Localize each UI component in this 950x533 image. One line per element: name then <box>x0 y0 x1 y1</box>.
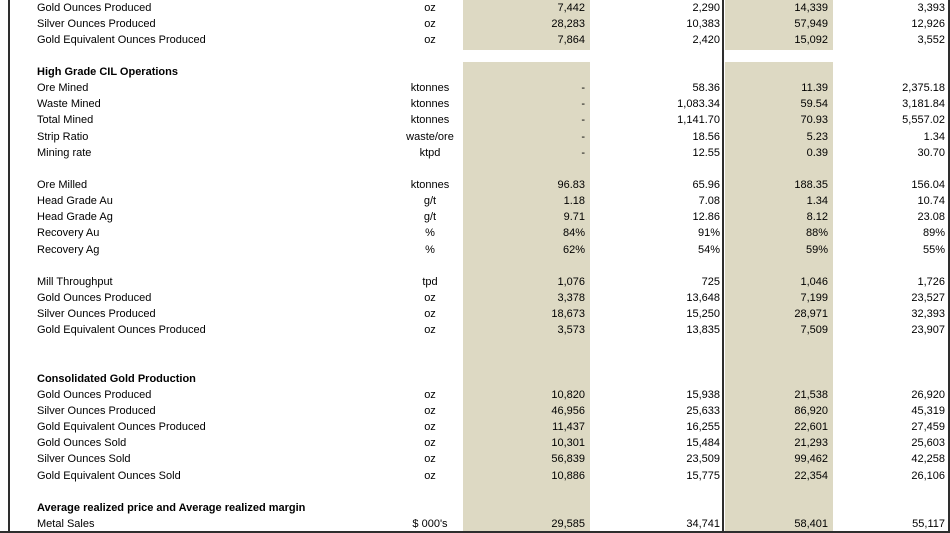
row-label: Mill Throughput <box>37 275 113 288</box>
value-cell: 86,920 <box>794 405 828 418</box>
value-cell: 89% <box>922 227 945 240</box>
unit-label: % <box>425 227 435 240</box>
spacer-row <box>0 48 950 64</box>
table-row <box>0 387 950 403</box>
unit-label: % <box>425 243 435 256</box>
unit-label: oz <box>424 405 436 418</box>
table-row <box>0 16 950 32</box>
unit-label: g/t <box>423 211 437 224</box>
value-cell: 7,442 <box>557 1 585 14</box>
table-row <box>0 113 950 129</box>
row-label: Gold Equivalent Ounces Produced <box>37 421 206 434</box>
row-label: Silver Ounces Produced <box>37 308 156 321</box>
value-cell: 65.96 <box>692 179 720 192</box>
value-cell: 15,092 <box>794 33 828 46</box>
table-row <box>0 32 950 48</box>
value-cell: 88% <box>805 227 828 240</box>
table-row <box>0 97 950 113</box>
row-label: Gold Ounces Produced <box>37 388 152 401</box>
row-label: Recovery Ag <box>37 243 100 256</box>
row-label: Gold Ounces Sold <box>37 437 127 450</box>
table-row <box>0 452 950 468</box>
row-label: Gold Ounces Produced <box>37 1 152 14</box>
table-row <box>0 178 950 194</box>
spacer-row <box>0 484 950 500</box>
value-cell: 30.70 <box>917 146 945 159</box>
value-cell: 28,283 <box>551 17 585 30</box>
value-cell: 99,462 <box>794 453 828 466</box>
value-cell: 21,293 <box>794 437 828 450</box>
value-cell: 91% <box>697 227 720 240</box>
value-cell: 21,538 <box>794 388 828 401</box>
value-cell: - <box>581 98 585 111</box>
value-cell: 3,393 <box>917 1 945 14</box>
value-cell: 8.12 <box>806 211 828 224</box>
table-row <box>0 468 950 484</box>
value-cell: 57,949 <box>794 17 828 30</box>
unit-label: ktonnes <box>410 98 450 111</box>
value-cell: 26,106 <box>911 469 945 482</box>
value-cell: 46,956 <box>551 405 585 418</box>
value-cell: 59.54 <box>800 98 828 111</box>
unit-label: g/t <box>423 195 437 208</box>
value-cell: 1.18 <box>563 195 585 208</box>
value-cell: 7,509 <box>800 324 828 337</box>
row-label: Silver Ounces Produced <box>37 17 156 30</box>
table-row <box>0 323 950 339</box>
value-cell: 2,290 <box>692 1 720 14</box>
unit-label: ktonnes <box>410 179 450 192</box>
value-cell: 55,117 <box>912 518 945 530</box>
value-cell: 11.39 <box>801 82 828 95</box>
value-cell: 3,573 <box>557 324 585 337</box>
table-row <box>0 404 950 420</box>
value-cell: 32,393 <box>911 308 945 321</box>
section-header-row <box>0 371 950 387</box>
section-header-label: Average realized price and Average realized margin <box>37 501 306 514</box>
value-cell: 23,527 <box>911 292 945 305</box>
value-cell: 25,603 <box>911 437 945 450</box>
unit-label: ktonnes <box>410 114 450 127</box>
value-cell: 13,648 <box>686 292 720 305</box>
value-cell: 15,484 <box>686 437 720 450</box>
value-cell: 15,775 <box>686 469 720 482</box>
unit-label: $ 000's <box>412 518 448 530</box>
unit-label: ktpd <box>419 146 441 159</box>
value-cell: 1,046 <box>800 275 828 288</box>
value-cell: 2,375.18 <box>902 82 945 95</box>
table-row <box>0 420 950 436</box>
value-cell: 23,907 <box>911 324 945 337</box>
value-cell: 12.55 <box>692 146 720 159</box>
value-cell: 2,420 <box>692 33 720 46</box>
table-row <box>0 436 950 452</box>
value-cell: 12,926 <box>911 17 945 30</box>
value-cell: 9.71 <box>563 211 585 224</box>
unit-label: ktonnes <box>410 82 450 95</box>
row-label: Gold Equivalent Ounces Produced <box>37 324 206 337</box>
unit-label: oz <box>424 1 436 14</box>
section-header-label: Consolidated Gold Production <box>37 372 196 385</box>
value-cell: - <box>581 130 585 143</box>
table-row <box>0 242 950 258</box>
spacer-row <box>0 355 950 371</box>
value-cell: 1.34 <box>806 195 828 208</box>
value-cell: 22,601 <box>794 421 828 434</box>
section-header-label: High Grade CIL Operations <box>37 66 178 79</box>
value-cell: 7,864 <box>557 33 585 46</box>
row-label: Gold Ounces Produced <box>37 292 152 305</box>
unit-label: oz <box>424 17 436 30</box>
row-label: Waste Mined <box>37 98 101 111</box>
value-cell: 11,437 <box>552 421 585 434</box>
section-header-row <box>0 65 950 81</box>
table-row <box>0 274 950 290</box>
value-cell: 18,673 <box>551 308 585 321</box>
value-cell: 3,181.84 <box>902 98 945 111</box>
value-cell: 156.04 <box>911 179 945 192</box>
value-cell: 59% <box>805 243 828 256</box>
unit-label: tpd <box>422 275 438 288</box>
value-cell: 54% <box>697 243 720 256</box>
row-label: Recovery Au <box>37 227 100 240</box>
unit-label: waste/ore <box>406 130 454 143</box>
table-row <box>0 0 950 16</box>
value-cell: 15,938 <box>686 388 720 401</box>
value-cell: 25,633 <box>686 405 720 418</box>
value-cell: 1,141.70 <box>677 114 720 127</box>
row-label: Head Grade Au <box>37 195 113 208</box>
value-cell: 23.08 <box>917 211 945 224</box>
section-header-row <box>0 500 950 516</box>
value-cell: 1,076 <box>557 275 585 288</box>
unit-label: oz <box>424 469 436 482</box>
value-cell: 28,971 <box>794 308 828 321</box>
value-cell: 29,585 <box>551 518 585 530</box>
spacer-row <box>0 161 950 177</box>
value-cell: 23,509 <box>686 453 720 466</box>
value-cell: - <box>581 114 585 127</box>
row-label: Silver Ounces Sold <box>37 453 131 466</box>
value-cell: 42,258 <box>911 453 945 466</box>
value-cell: 27,459 <box>911 421 945 434</box>
value-cell: 5,557.02 <box>902 114 945 127</box>
table-row <box>0 210 950 226</box>
value-cell: 15,250 <box>686 308 720 321</box>
value-cell: 84% <box>562 227 585 240</box>
table-row <box>0 307 950 323</box>
value-cell: 96.83 <box>557 179 585 192</box>
value-cell: 22,354 <box>794 469 828 482</box>
value-cell: 725 <box>701 275 720 288</box>
value-cell: 58,401 <box>794 518 828 530</box>
unit-label: oz <box>424 421 436 434</box>
value-cell: 13,835 <box>686 324 720 337</box>
unit-label: oz <box>424 33 436 46</box>
value-cell: - <box>581 82 585 95</box>
value-cell: 26,920 <box>911 388 945 401</box>
value-cell: 3,378 <box>557 292 585 305</box>
table-row <box>0 81 950 97</box>
value-cell: 188.35 <box>794 179 828 192</box>
unit-label: oz <box>424 388 436 401</box>
value-cell: 1,083.34 <box>677 98 720 111</box>
spacer-row <box>0 339 950 355</box>
value-cell: 0.39 <box>806 146 828 159</box>
value-cell: 7.08 <box>698 195 720 208</box>
value-cell: 45,319 <box>911 405 945 418</box>
value-cell: 70.93 <box>800 114 828 127</box>
row-label: Gold Equivalent Ounces Produced <box>37 33 206 46</box>
row-label: Silver Ounces Produced <box>37 405 156 418</box>
unit-label: oz <box>424 292 436 305</box>
row-label: Mining rate <box>37 146 92 159</box>
value-cell: 10.74 <box>917 195 945 208</box>
value-cell: 1,726 <box>917 275 945 288</box>
unit-label: oz <box>424 324 436 337</box>
value-cell: 3,552 <box>917 33 945 46</box>
unit-label: oz <box>424 453 436 466</box>
table-row <box>0 129 950 145</box>
row-label: Gold Equivalent Ounces Sold <box>37 469 181 482</box>
table-row <box>0 145 950 161</box>
table-row <box>0 291 950 307</box>
value-cell: 62% <box>562 243 585 256</box>
row-label: Head Grade Ag <box>37 211 113 224</box>
value-cell: 55% <box>922 243 945 256</box>
value-cell: - <box>581 146 585 159</box>
value-cell: 34,741 <box>686 518 720 530</box>
value-cell: 16,255 <box>686 421 720 434</box>
spacer-row <box>0 258 950 274</box>
row-label: Total Mined <box>37 114 94 127</box>
row-label: Strip Ratio <box>37 130 89 143</box>
value-cell: 10,383 <box>686 17 720 30</box>
table-row <box>0 194 950 210</box>
value-cell: 56,839 <box>551 453 585 466</box>
table-row <box>0 226 950 242</box>
value-cell: 18.56 <box>692 130 720 143</box>
value-cell: 14,339 <box>794 1 828 14</box>
value-cell: 10,886 <box>551 469 585 482</box>
unit-label: oz <box>424 308 436 321</box>
value-cell: 10,301 <box>551 437 585 450</box>
table-left-border <box>8 0 10 533</box>
value-cell: 5.23 <box>806 130 828 143</box>
value-cell: 7,199 <box>800 292 828 305</box>
value-cell: 12.86 <box>692 211 720 224</box>
value-cell: 10,820 <box>551 388 585 401</box>
column-divider-line <box>722 0 724 533</box>
value-cell: 58.36 <box>692 82 720 95</box>
unit-label: oz <box>424 437 436 450</box>
row-label: Ore Mined <box>37 82 89 95</box>
row-label: Metal Sales <box>37 518 95 530</box>
row-label: Ore Milled <box>37 179 88 192</box>
value-cell: 1.34 <box>923 130 945 143</box>
